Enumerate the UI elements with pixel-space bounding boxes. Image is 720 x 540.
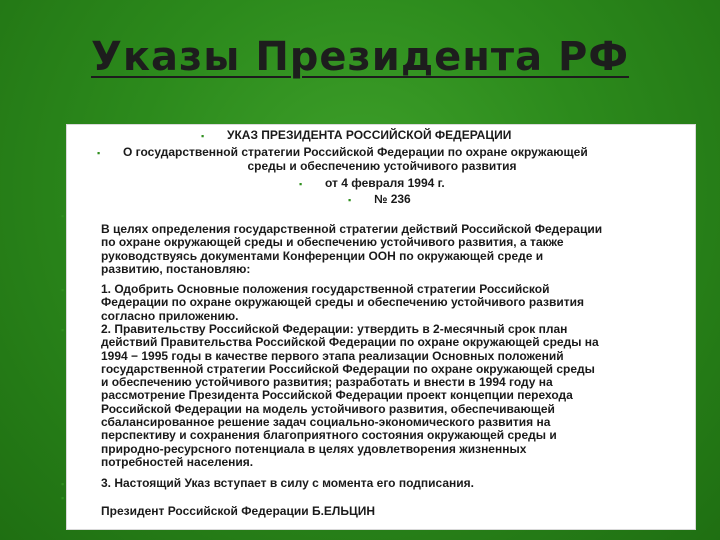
- paragraph-signature: [101, 492, 691, 519]
- decree-subject-line1: О государственной стратегии Российской Федерации по охране окружающей: [123, 145, 588, 159]
- text-line: Российской Федерации на модель устойчивого развития, обеспечивающей: [101, 401, 555, 416]
- text-line: по охране окружающей среды и обеспечению устойчивого развития, а также: [101, 235, 564, 250]
- decree-number: № 236: [374, 192, 411, 206]
- bullet-icon: [61, 324, 64, 336]
- bullet-icon: [61, 210, 64, 222]
- bullet-icon: [348, 194, 351, 206]
- bullet-icon: [61, 492, 64, 504]
- text-line: государственной стратегии Российской Федерации по охране окружающей среды: [101, 361, 595, 376]
- decree-heading: УКАЗ ПРЕЗИДЕНТА РОССИЙСКОЙ ФЕДЕРАЦИИ: [227, 128, 512, 142]
- paragraph-item-2: [101, 323, 691, 469]
- text-line: согласно приложению.: [101, 308, 239, 323]
- paragraph-item-1: [101, 283, 691, 323]
- slide-title: Указы Президента РФ: [91, 34, 629, 80]
- text-line: Федерации по охране окружающей среды и обеспечению устойчивого развития: [101, 295, 584, 310]
- bullet-icon: [61, 284, 64, 296]
- text-line: В целях определения государственной стратегии действий Российской Федерации: [101, 222, 603, 236]
- text-line: природно-ресурсного потенциала в целях удовлетворения жизненных: [101, 441, 527, 456]
- paragraph-preamble: [101, 223, 691, 276]
- text-line: 3. Настоящий Указ вступает в силу с момента его подписания.: [101, 476, 474, 490]
- text-line: руководствуясь документами Конференции ООН по окружающей среде и: [101, 248, 544, 263]
- signature-line: Президент Российской Федерации Б.ЕЛЬЦИН: [101, 504, 376, 519]
- bullet-icon: [201, 130, 204, 142]
- text-line: 1994 − 1995 годы в качестве первого этапа реализации Основных положений: [101, 348, 564, 363]
- text-line: [101, 492, 691, 505]
- paragraph-item-3: [101, 477, 691, 490]
- text-line: перспективу и сохранения благоприятного состояния окружающей среды и: [101, 428, 557, 443]
- text-line: рассмотрение Президента Российской Федерации проект концепции перехода: [101, 388, 573, 403]
- text-line: 1. Одобрить Основные положения государственной стратегии Российской: [101, 282, 550, 296]
- decree-date: от 4 февраля 1994 г.: [325, 176, 445, 190]
- text-line: 2. Правительству Российской Федерации: утвердить в 2-месячный срок план: [101, 322, 568, 336]
- text-line: сбалансированное решение задач социально-экономического развития на: [101, 415, 551, 430]
- text-line: действий Правительства Российской Федерации по охране окружающей среды на: [101, 335, 599, 350]
- bullet-icon: [61, 478, 64, 490]
- text-line: и обеспечению устойчивого развития; разработать и внести в 1994 году на: [101, 375, 553, 390]
- bullet-icon: [97, 147, 100, 159]
- text-line: развитию, постановляю:: [101, 261, 251, 276]
- decree-subject-line2: среды и обеспечению устойчивого развития: [247, 159, 517, 173]
- text-line: потребностей населения.: [101, 454, 254, 469]
- decree-text-panel: [66, 124, 696, 530]
- bullet-icon: [299, 178, 302, 190]
